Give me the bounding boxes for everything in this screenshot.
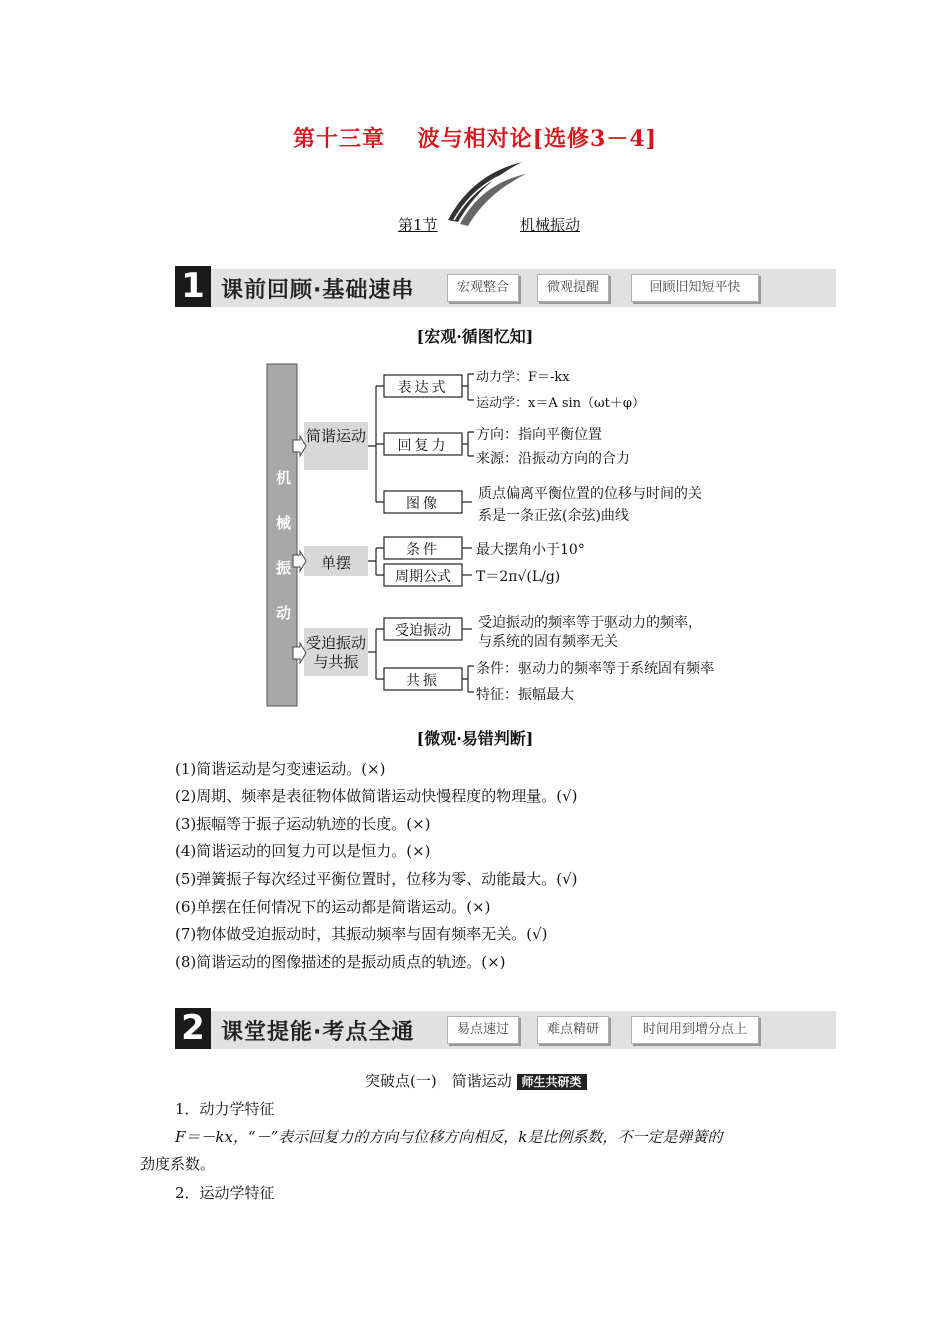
detail-text: 动力学：F＝-kx (476, 370, 570, 385)
band-number: 2 (175, 1008, 211, 1049)
tag-button[interactable]: 回顾旧知短平快 (631, 274, 759, 302)
child-label: 表达式 (397, 380, 449, 396)
child-label: 回复力 (397, 438, 449, 454)
band-title: 课前回顾·基础速串 (221, 278, 415, 303)
band-number: 1 (175, 266, 211, 307)
detail-text: T＝2π√(L/g) (476, 569, 561, 585)
group-label: 简谐运动 (305, 427, 366, 445)
body-item-2: 2．运动学特征 (175, 1184, 275, 1202)
detail-text: 来源：沿振动方向的合力 (476, 451, 630, 467)
macro-heading: [宏观·循图忆知] (416, 327, 534, 346)
body-item-1: 1．动力学特征 (175, 1100, 275, 1118)
detail-text: 方向：指向平衡位置 (476, 427, 602, 443)
group-label: 单摆 (320, 554, 351, 572)
section-band-2 (175, 1008, 836, 1049)
detail-text: 质点偏离平衡位置的位移与时间的关 (478, 486, 702, 502)
micro-heading: [微观·易错判断] (416, 729, 534, 748)
body-text: 劲度系数。 (140, 1155, 216, 1173)
group-label: 受迫振动与共振 (305, 634, 366, 671)
tag-button[interactable]: 微观提醒 (537, 274, 609, 302)
band-title: 课堂提能·考点全通 (221, 1020, 415, 1045)
breakpoint-heading (365, 1070, 587, 1091)
tag-button[interactable]: 难点精研 (537, 1016, 609, 1044)
child-label: 条件 (406, 542, 440, 558)
detail-text: 条件：驱动力的频率等于系统固有频率 (476, 661, 714, 677)
judgement-item: (8)简谐运动的图像描述的是振动质点的轨迹。(×) (175, 953, 506, 971)
judgement-item: (1)简谐运动是匀变速运动。(×) (175, 760, 386, 778)
tag-button[interactable]: 宏观整合 (447, 274, 519, 302)
breakpoint-badge: 师生共研类 (517, 1074, 587, 1090)
section-title: 机械振动 (520, 216, 581, 234)
section-number: 第1节 (398, 216, 438, 234)
judgement-item: (5)弹簧振子每次经过平衡位置时，位移为零、动能最大。(√) (175, 870, 578, 888)
detail-text: 受迫振动的频率等于驱动力的频率， (478, 615, 702, 631)
body-text: F＝－kx，“－”表示回复力的方向与位移方向相反，k是比例系数，不一定是弹簧的 (175, 1128, 723, 1146)
judgement-item: (4)简谐运动的回复力可以是恒力。(×) (175, 842, 431, 860)
mindmap-root-label: 机 械 振 动 (276, 469, 292, 622)
detail-text: 特征：振幅最大 (476, 687, 574, 703)
tag-button[interactable]: 时间用到增分点上 (631, 1016, 759, 1044)
child-label: 受迫振动 (395, 623, 451, 639)
detail-text: 运动学：x＝A sin（ωt＋φ） (476, 396, 645, 411)
breakpoint-title: 突破点(一) 简谐运动 (365, 1072, 512, 1090)
chapter-number: 第十三章 (292, 126, 385, 152)
judgement-item: (3)振幅等于振子运动轨迹的长度。(×) (175, 815, 431, 833)
tag-button[interactable]: 易点速过 (447, 1016, 519, 1044)
judgement-item: (6)单摆在任何情况下的运动都是简谐运动。(×) (175, 898, 491, 916)
chapter-name: 波与相对论[选修3－4] (417, 126, 658, 152)
detail-text: 最大摆角小于10° (476, 542, 585, 558)
child-label: 共振 (406, 673, 440, 689)
child-label: 周期公式 (395, 569, 451, 585)
judgement-item: (7)物体做受迫振动时，其振动频率与固有频率无关。(√) (175, 925, 548, 943)
detail-text: 与系统的固有频率无关 (478, 634, 618, 650)
detail-text: 系是一条正弦(余弦)曲线 (478, 508, 629, 524)
child-label: 图像 (406, 496, 440, 512)
judgement-item: (2)周期、频率是表征物体做简谐运动快慢程度的物理量。(√) (175, 787, 578, 805)
